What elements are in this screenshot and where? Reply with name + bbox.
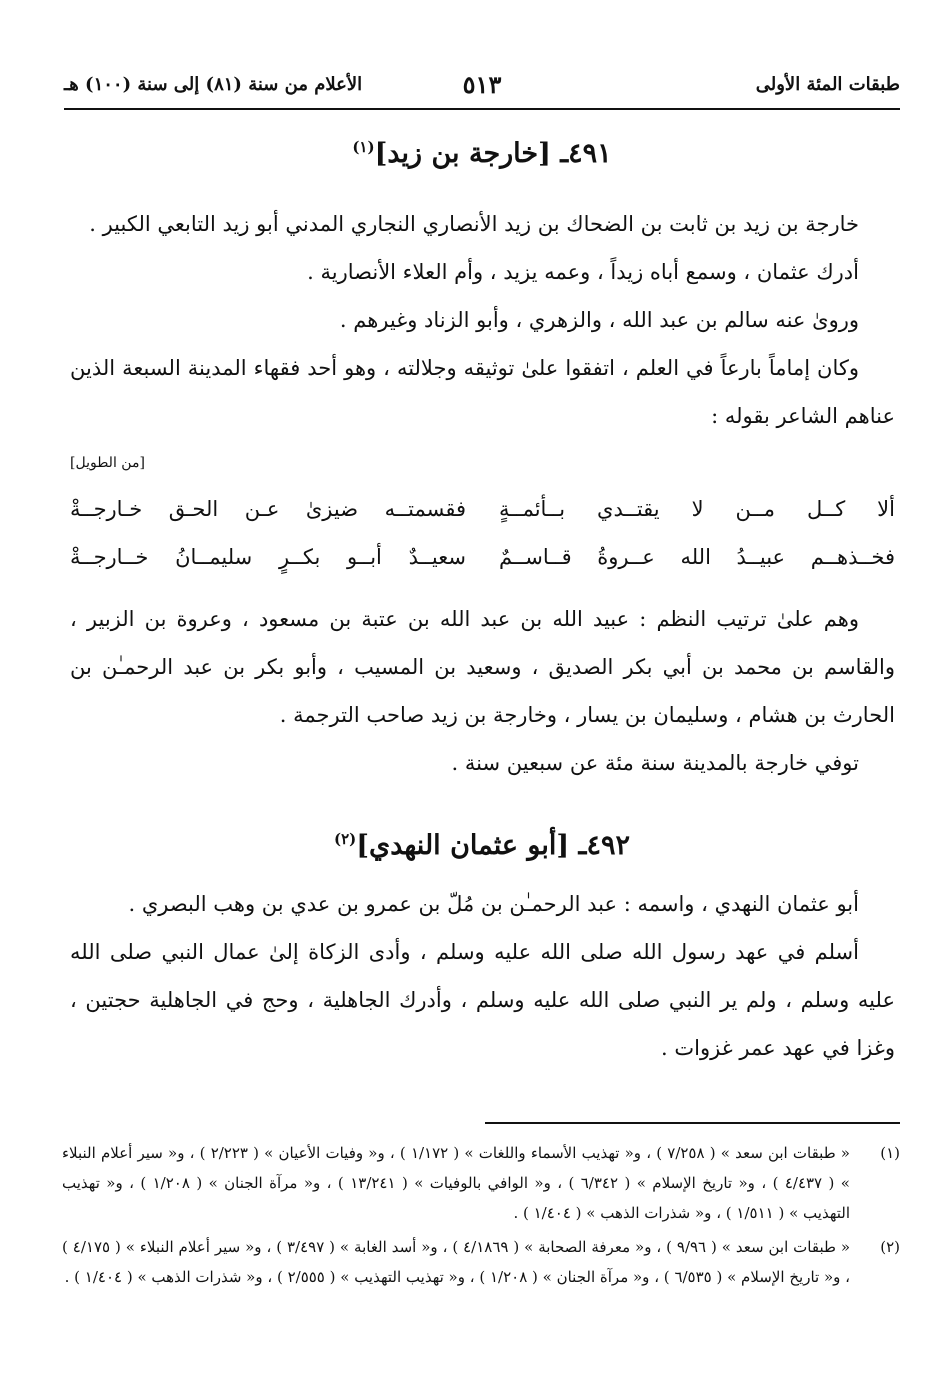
- verse-hemistich: سعيــدٌ أبــو بكــرٍ سليمــانُ خــارجــةْ: [70, 545, 466, 569]
- footnote: [62, 1138, 900, 1228]
- footnote-rule: [485, 1122, 900, 1124]
- footnote-text: « طبقات ابن سعد » ( ٩/٩٦ ) ، و« معرفة الصحابة » ( ٤/١٨٦٩ ) ، و« أسد الغابة » ( ٣/٤٩٧ ) ، و« سير أعلام النبلاء » ( ٤/١٧٥ ) ، و« تاريخ الإسلام » ( ٦/٥٣٥ ) ، و« مرآة الجنان » ( ١/٢٠٨ ) ، و« تهذيب التهذيب » ( ٢/٥٥٥ ) ، و« شذرات الذهب » ( ١/٤٠٤ ) .: [62, 1238, 851, 1286]
- paragraph: وهم علىٰ ترتيب النظم : عبيد الله بن عبد الله بن عتبة بن مسعود ، وعروة بن الزبير ، والقاسم بن محمد بن أبي بكر الصديق ، وسعيد بن المسيب ، وأبو بكر بن عبد الرحمـٰن بن الحارث بن هشام ، وسليمان بن يسار ، وخارجة بن زيد صاحب الترجمة .: [70, 607, 895, 727]
- paragraph: خارجة بن زيد بن ثابت بن الضحاك بن زيد الأنصاري النجاري المدني أبو زيد التابعي الكبير .: [89, 212, 859, 236]
- footnote-number: (٢): [880, 1238, 900, 1256]
- entry-heading-492: [64, 830, 900, 861]
- verse-hemistich: فقسمتــه ضيزىٰ عـن الحـق خـارجــةْ: [70, 497, 466, 521]
- footnote: [62, 1232, 900, 1292]
- footnote-number: (١): [880, 1144, 900, 1162]
- footnote-ref: (١): [352, 138, 375, 156]
- footnotes: [62, 1138, 900, 1296]
- page-number: ٥١٣: [462, 69, 502, 99]
- entry-492-body: [70, 880, 895, 1072]
- header-rule: [64, 108, 900, 110]
- entry-heading-text: ٤٩٢ـ [أبو عثمان النهدي]: [356, 830, 630, 861]
- poetic-meter-label: [من الطويل]: [70, 455, 145, 471]
- entry-heading-text: ٤٩١ـ [خارجة بن زيد]: [374, 138, 612, 169]
- paragraph: وكان إماماً بارعاً في العلم ، اتفقوا علىٰ توثيقه وجلالته ، وهو أحد فقهاء المدينة السبعة الذين عناهم الشاعر بقوله :: [70, 356, 895, 428]
- verse-line-1: [70, 497, 895, 537]
- footnote-text: « طبقات ابن سعد » ( ٧/٢٥٨ ) ، و« تهذيب الأسماء واللغات » ( ١/١٧٢ ) ، و« وفيات الأعيان » ( ٢/٢٢٣ ) ، و« سير أعلام النبلاء » ( ٤/٤٣٧ ) ، و« تاريخ الإسلام » ( ٦/٣٤٢ ) ، و« الوافي بالوفيات » ( ١٣/٢٤١ ) ، و« مرآة الجنان » ( ١/٢٠٨ ) ، و« تهذيب التهذيب » ( ١/٥١١ ) ، و« شذرات الذهب » ( ١/٤٠٤ ) .: [62, 1144, 850, 1222]
- entry-heading-491: [64, 138, 900, 169]
- entry-491-body: [70, 200, 895, 440]
- header-book-title: طبقات المئة الأولى: [755, 73, 900, 95]
- paragraph: توفي خارجة بالمدينة سنة مئة عن سبعين سنة .: [451, 751, 859, 775]
- verse-hemistich: ألا كــل مــن لا يقتــدي بــأئمــةٍ: [499, 497, 895, 521]
- paragraph: وروىٰ عنه سالم بن عبد الله ، والزهري ، وأبو الزناد وغيرهم .: [339, 308, 859, 332]
- footnote-ref: (٢): [334, 830, 357, 848]
- header-section-title: الأعلام من سنة (٨١) إلى سنة (١٠٠) هـ: [64, 73, 363, 95]
- paragraph: أبو عثمان النهدي ، واسمه : عبد الرحمـٰن بن مُلّ بن عمرو بن عدي بن وهب البصري .: [128, 892, 859, 916]
- paragraph: أدرك عثمان ، وسمع أباه زيداً ، وعمه يزيد ، وأم العلاء الأنصارية .: [307, 260, 859, 284]
- verse-hemistich: فخــذهــم عبيــدُ الله عــروةُ قــاســمٌ: [499, 545, 895, 569]
- verse-line-2: [70, 545, 895, 585]
- paragraph: أسلم في عهد رسول الله صلى الله عليه وسلم ، وأدى الزكاة إلىٰ عمال النبي صلى الله عليه وسلم ، ولم ير النبي صلى الله عليه وسلم ، وأدرك الجاهلية ، وحج في الجاهلية حجتين ، وغزا في عهد عمر غزوات .: [70, 940, 895, 1060]
- entry-491-body-continued: [70, 595, 895, 787]
- running-header: [64, 64, 900, 104]
